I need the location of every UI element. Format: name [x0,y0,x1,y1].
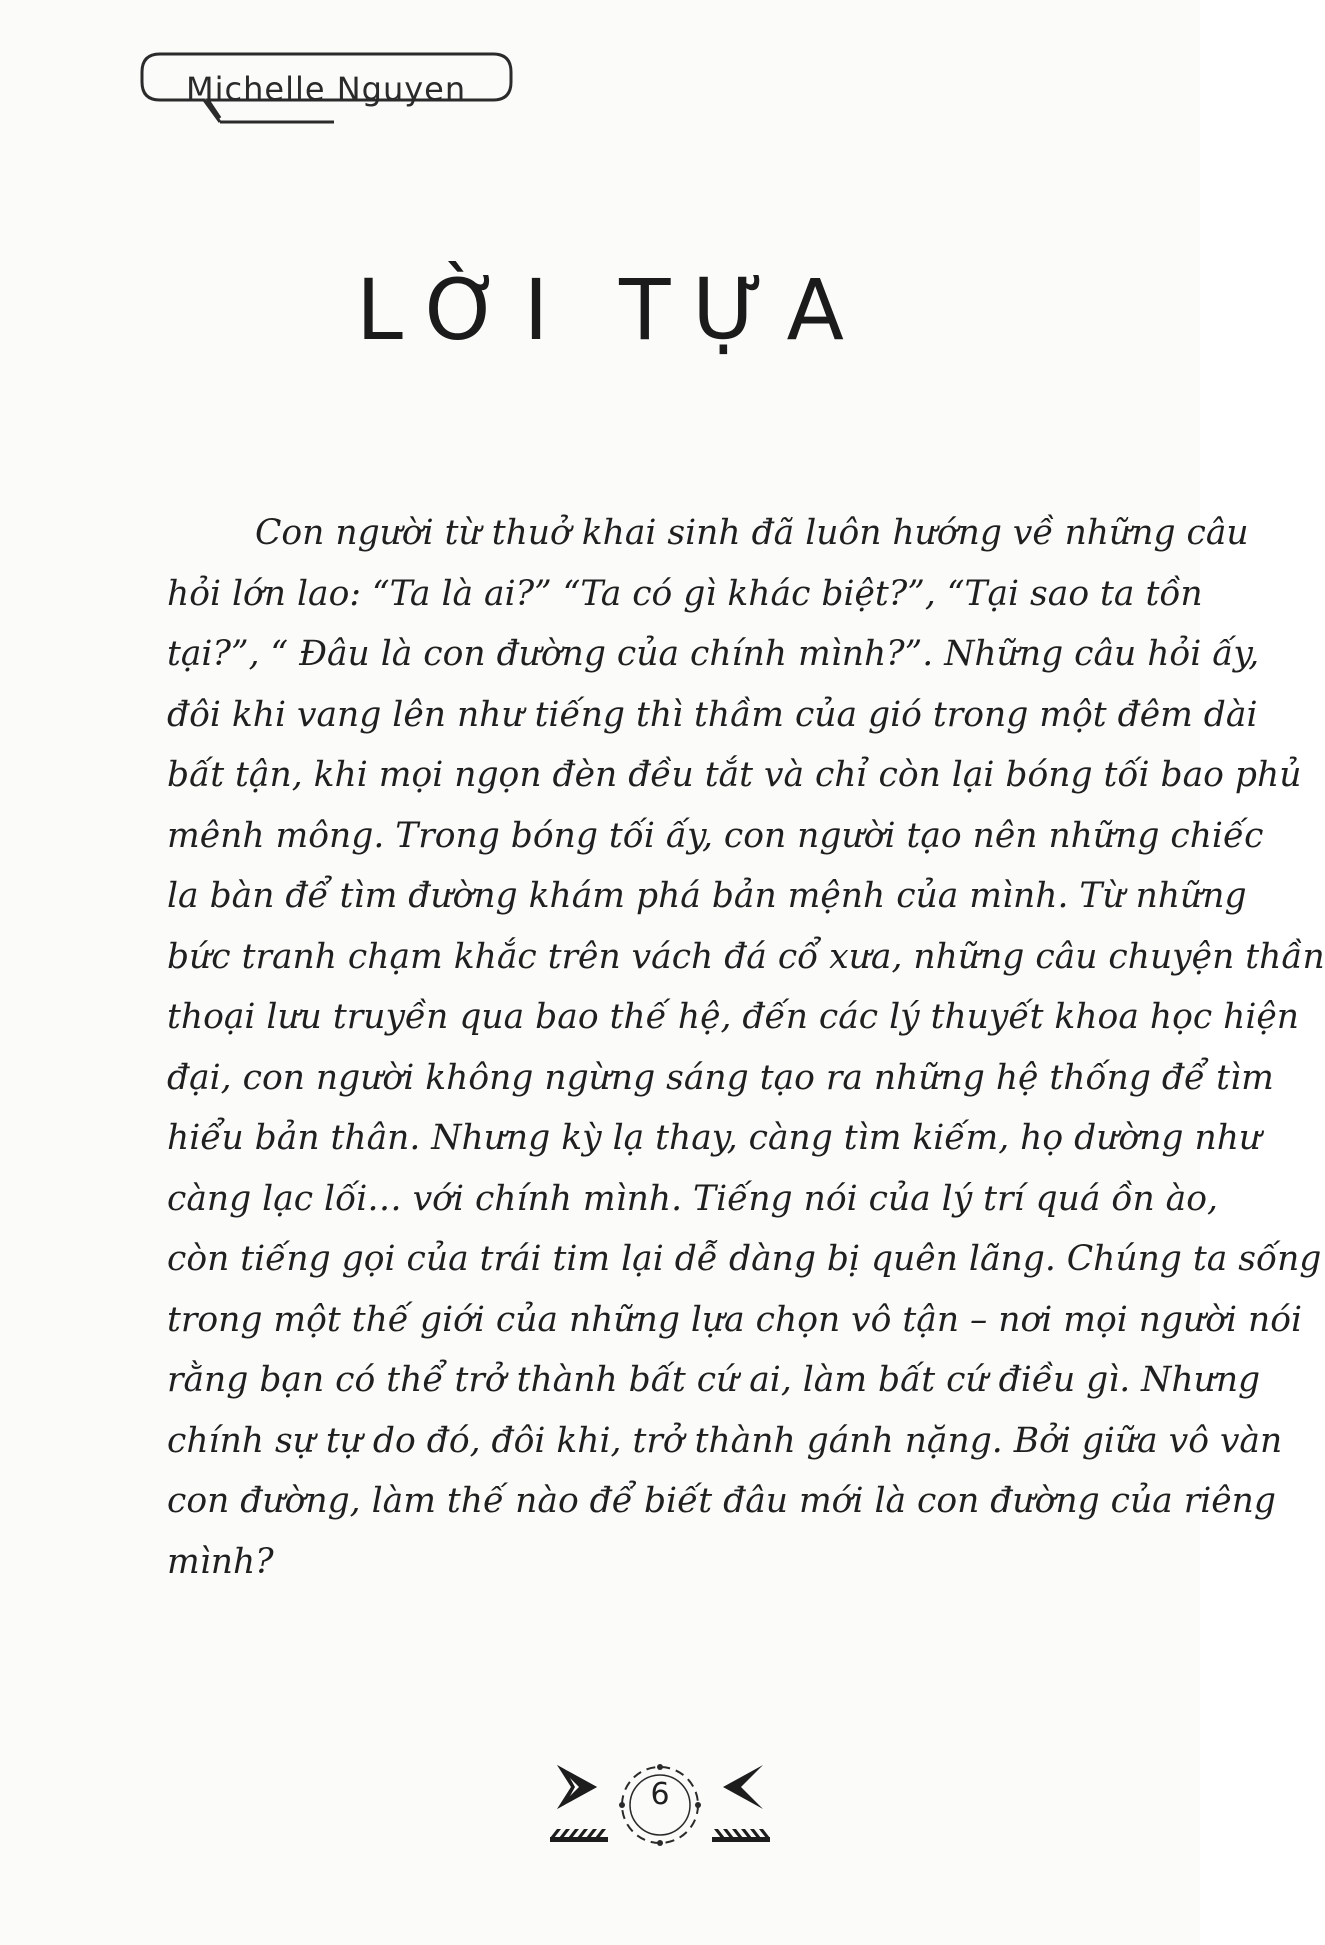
paragraph-line: tại?”, “ Đâu là con đường của chính mình?”. Những câu hỏi ấy, [167,634,1260,674]
paragraph-line: trong một thế giới của những lựa chọn vô tận – nơi mọi người nói [167,1299,1303,1340]
paragraph-line: chính sự tự do đó, đôi khi, trở thành gánh nặng. Bởi giữa vô vàn [167,1420,1283,1461]
paragraph-line: la bàn để tìm đường khám phá bản mệnh của mình. Từ những [167,876,1247,916]
paragraph-line: Con người từ thuở khai sinh đã luôn hướng về những câu [255,513,1249,553]
paragraph-line: rằng bạn có thể trở thành bất cứ ai, làm bất cứ điều gì. Nhưng [167,1360,1261,1400]
author-tag [138,52,513,134]
chapter-title: LỜI TỰA [356,261,866,359]
paragraph-line: đại, con người không ngừng sáng tạo ra những hệ thống để tìm [167,1057,1274,1098]
author-name: Michelle Nguyen [186,70,467,108]
paragraph-line: con đường, làm thế nào để biết đâu mới là con đường của riêng [167,1481,1276,1521]
paragraph-line: hỏi lớn lao: “Ta là ai?” “Ta có gì khác biệt?”, “Tại sao ta tồn [167,573,1203,614]
paragraph-line: đôi khi vang lên như tiếng thì thầm của gió trong một đêm dài [167,694,1258,735]
page-number-ornament [545,1745,775,1860]
page-number: 6 [650,1777,670,1812]
paragraph-line: càng lạc lối… với chính mình. Tiếng nói của lý trí quá ồn ào, [167,1178,1218,1219]
paragraph-line: còn tiếng gọi của trái tim lại dễ dàng bị quên lãng. Chúng ta sống [167,1239,1322,1279]
preface-paragraph [167,503,1325,1592]
paragraph-line: mênh mông. Trong bóng tối ấy, con người tạo nên những chiếc [167,815,1264,856]
paragraph-line: hiểu bản thân. Nhưng kỳ lạ thay, càng tìm kiếm, họ dường như [167,1118,1262,1158]
paragraph-line: thoại lưu truyền qua bao thế hệ, đến các lý thuyết khoa học hiện [167,997,1300,1037]
paragraph-line: mình? [167,1541,274,1582]
paragraph-line: bất tận, khi mọi ngọn đèn đều tắt và chỉ còn lại bóng tối bao phủ [167,755,1302,795]
paragraph-line: bức tranh chạm khắc trên vách đá cổ xưa, những câu chuyện thần [167,936,1325,977]
